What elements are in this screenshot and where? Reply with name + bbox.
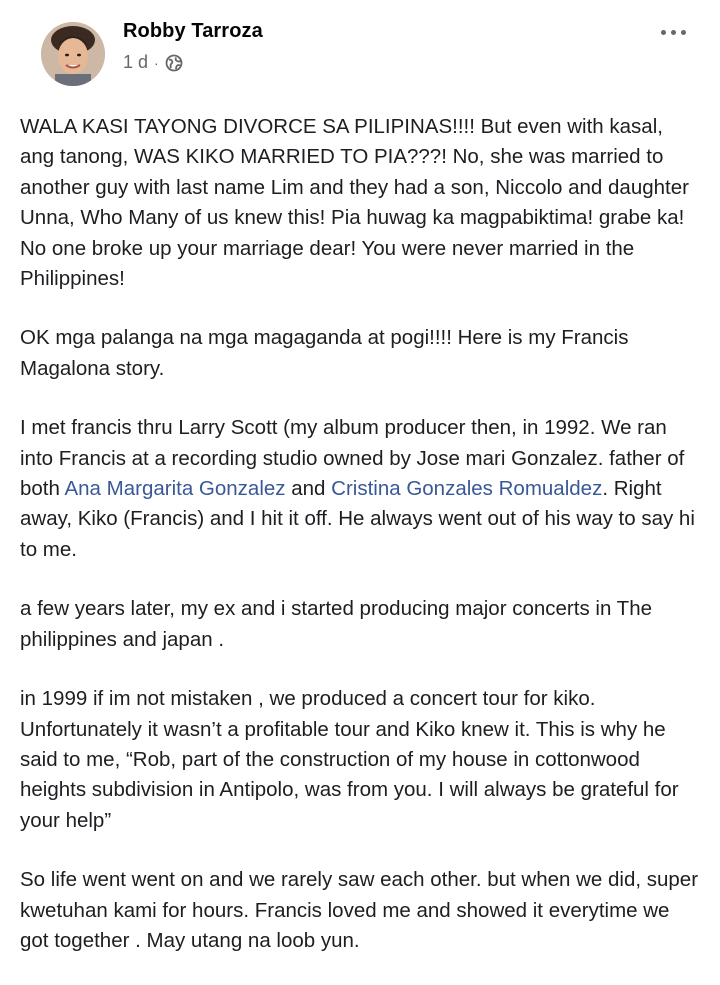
post-paragraph-2: OK mga palanga na mga magaganda at pogi!!!! Here is my Francis Magalona story.	[20, 326, 629, 380]
post-paragraph-6: So life went went on and we rarely saw each other. but when we did, super kwetuhan kami for hours. Francis loved me and showed it everytime we got together . May utang na loob yun.	[20, 868, 699, 952]
post-body	[20, 112, 700, 985]
post-time[interactable]: 1 d	[123, 52, 149, 72]
tag-cristina-gonzales-romualdez[interactable]: Cristina Gonzales Romualdez	[331, 477, 603, 501]
meta-separator: ·	[154, 54, 159, 71]
paragraph-3-text-c: . Right away, Kiko (Francis) and I hit it off. He always went out of his way to say hi to me.	[20, 477, 695, 561]
more-dot	[681, 30, 686, 35]
more-dot	[661, 30, 666, 35]
post-paragraph-1: WALA KASI TAYONG DIVORCE SA PILIPINAS!!!! But even with kasal, ang tanong, WAS KIKO MARRIED TO PIA???! No, she was married to another guy with last name Lim and they had a son, Niccolo and daughter Unna, Who Many of us knew this! Pia huwag ka magpabiktima! grabe ka! No one broke up your marriage dear! You were never married in the Philippines!	[20, 115, 689, 291]
post-paragraph-3	[20, 413, 700, 565]
author-name[interactable]: Robby Tarroza	[123, 20, 263, 42]
tag-ana-margarita-gonzalez[interactable]: Ana Margarita Gonzalez	[64, 477, 286, 501]
globe-icon[interactable]	[165, 54, 183, 72]
paragraph-3-text-b: and	[285, 477, 332, 501]
post-header	[20, 0, 720, 100]
post-meta	[123, 52, 183, 73]
avatar[interactable]	[41, 22, 105, 86]
post-paragraph-5: in 1999 if im not mistaken , we produced a concert tour for kiko. Unfortunately it wasn’t a profitable tour and Kiko knew it. This is why he said to me, “Rob, part of the construction of my house in cottonwood heights subdivision in Antipolo, was from you. I will always be grateful for your help”	[20, 687, 679, 832]
more-options-icon[interactable]	[656, 24, 690, 40]
avatar-image	[41, 22, 105, 86]
more-dot	[671, 30, 676, 35]
paragraph-3-text-a: I met francis thru Larry Scott (my album producer then, in 1992. We ran into Francis at a recording studio owned by Jose mari Gonzalez. father of both	[20, 416, 685, 501]
post-paragraph-4: a few years later, my ex and i started producing major concerts in The philippines and japan .	[20, 597, 653, 651]
